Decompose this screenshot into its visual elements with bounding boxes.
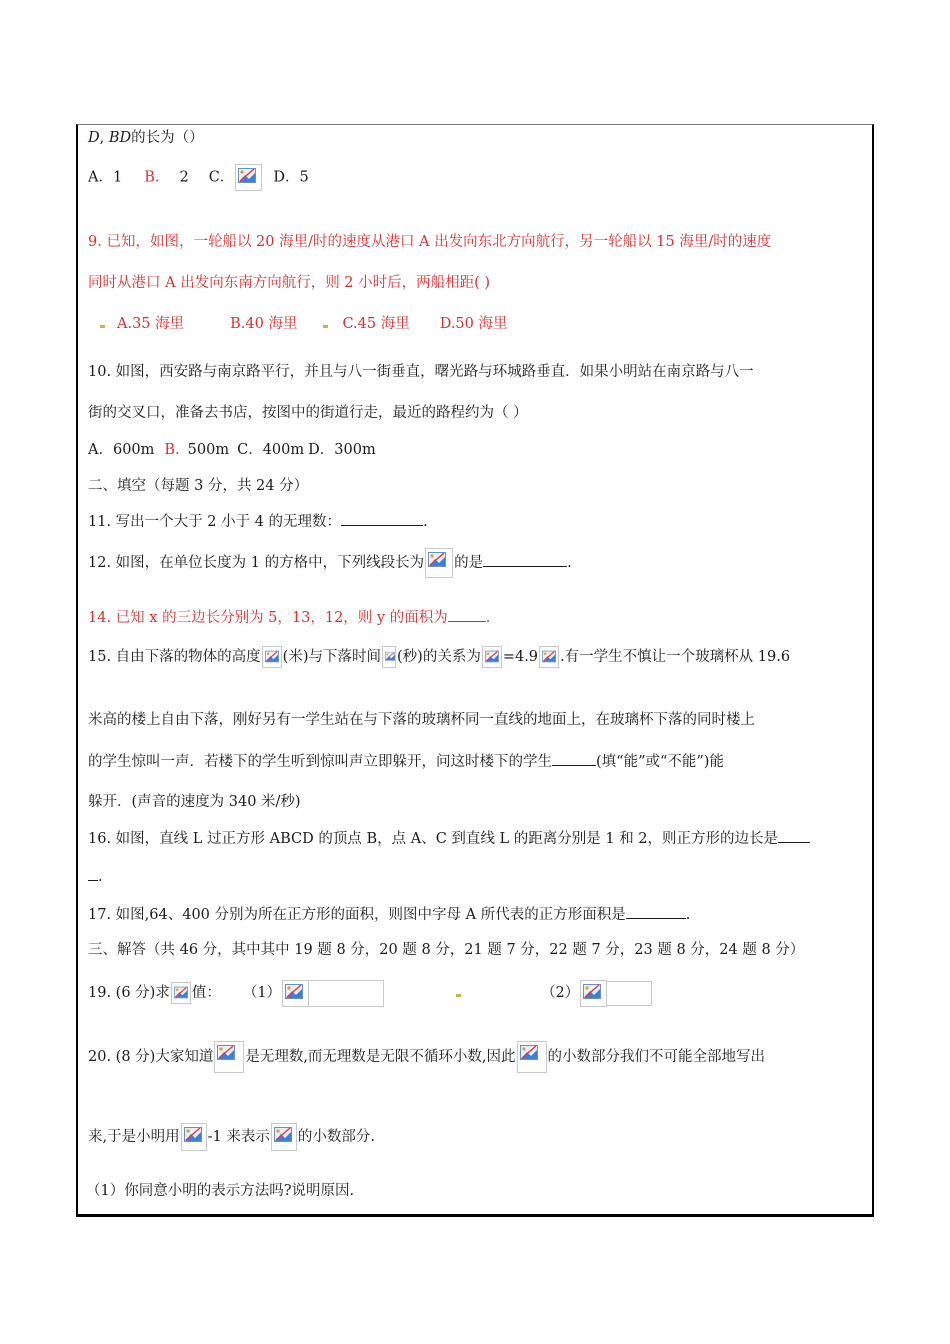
q15-line-2: 米高的楼上自由下落，刚好另有一学生站在与下落的玻璃杯同一直线的地面上，在玻璃杯下落的同时楼上 [88, 712, 755, 728]
q8-options [88, 164, 309, 191]
q10-option-d: D．300m [308, 442, 376, 458]
marker-icon [456, 994, 461, 997]
q9-option-d: D.50 海里 [439, 316, 508, 332]
q14-text: 14. 已知 x 的三边长分别为 5，13，12，则 y 的面积为 [88, 610, 448, 626]
q15-part-5: .有一学生不慎让一个玻璃杯从 19.6 [560, 649, 791, 665]
formula-image-icon [382, 646, 396, 668]
q9-option-c: C.45 海里 [342, 316, 410, 332]
q10-line-2: 街的交叉口，准备去书店，按图中的街道行走，最近的路程约为（ ） [88, 405, 528, 421]
q11 [88, 511, 428, 532]
q8-option-b-value: 2 [179, 169, 189, 186]
formula-image-icon [271, 1123, 297, 1151]
q20-line-2 [88, 1122, 375, 1152]
q14 [88, 607, 490, 628]
q15-line-3b: (填“能”或“不能”)能 [596, 754, 724, 770]
section-2-heading: 二、填空（每题 3 分，共 24 分） [88, 478, 309, 494]
q10-option-b-letter: B. [164, 442, 180, 458]
q20-line-2c: 的小数部分. [297, 1129, 375, 1145]
q15-part-1: 15. 自由下落的物体的高度 [88, 649, 261, 665]
q10-options [88, 440, 376, 460]
q14-answer-blank [448, 607, 486, 622]
formula-image-icon [282, 980, 309, 1007]
q11-answer-blank [341, 511, 423, 526]
q15-answer-blank [552, 751, 596, 766]
formula-image-icon [171, 982, 191, 1004]
formula-image-icon [580, 980, 607, 1007]
q16-line-1 [88, 828, 810, 849]
q16-answer-blank [778, 828, 810, 843]
q16-end: . [98, 869, 103, 885]
q19-part-2: 值： [191, 985, 221, 1001]
q11-end: . [423, 514, 428, 530]
q17-answer-blank [626, 904, 686, 919]
q10-line-1: 10. 如图，西安路与南京路平行，并且与八一街垂直，曙光路与环城路垂直．如果小明站在南京路与八一 [88, 364, 754, 380]
formula-image-icon [262, 646, 282, 668]
q12-text: 12. 如图，在单位长度为 1 的方格中，下列线段长为 [88, 555, 425, 571]
marker-icon [323, 325, 328, 328]
q20-line-2a: 来,于是小明用 [88, 1129, 180, 1145]
q19-sub-1-label: （1） [242, 985, 282, 1001]
q8-stem-tail: 的长为（） [131, 130, 204, 146]
q8-var-bd: BD [108, 130, 132, 146]
q15-line-3 [88, 751, 724, 772]
q8-option-c: C． [208, 169, 235, 186]
q9-option-a: A.35 海里 [117, 316, 185, 332]
marker-icon [100, 325, 105, 328]
q20-part-1: 20. (8 分)大家知道 [88, 1049, 214, 1065]
q12-end: . [567, 555, 572, 571]
q8-option-b-letter: B. [144, 169, 160, 186]
q9-option-b: B.40 海里 [230, 316, 298, 332]
q20-line-2b: -1 来表示 [207, 1129, 270, 1145]
formula-image-icon [214, 1041, 244, 1073]
q16-line-2 [88, 866, 103, 887]
q15-part-4: =4.9 [502, 649, 539, 665]
q15-part-2: (米)与下落时间 [282, 649, 381, 665]
q9-options [100, 314, 508, 334]
formula-image-icon [517, 1041, 547, 1073]
q9-line-1: 9. 已知，如图，一轮船以 20 海里/时的速度从港口 A 出发向东北方向航行，另一轮船以 15 海里/时的速度 [88, 234, 772, 250]
formula-box [308, 980, 384, 1007]
formula-image-icon [235, 164, 262, 191]
q17-end: . [685, 907, 691, 923]
q16-text: 16. 如图，直线 L 过正方形 ABCD 的顶点 B，点 A、C 到直线 L 的距离分别是 1 和 2，则正方形的边长是 [88, 831, 779, 847]
formula-image-icon [482, 646, 502, 668]
q10-option-a: A．600m [88, 442, 155, 458]
q9-line-2: 同时从港口 A 出发向东南方向航行，则 2 小时后，两船相距( ) [88, 275, 491, 291]
q8-stem [88, 128, 204, 148]
q20-part-3: 的小数部分我们不可能全部地写出 [547, 1049, 766, 1065]
q14-end: . [485, 610, 491, 626]
q10-option-c: C．400m [237, 442, 305, 458]
q15-line-4: 躲开．(声音的速度为 340 米/秒) [88, 794, 301, 810]
q15-part-3: (秒)的关系为 [397, 649, 481, 665]
q19-sub-2-label: （2） [541, 985, 580, 1001]
formula-image-icon [425, 548, 453, 578]
q17-text: 17. 如图,64、400 分别为所在正方形的面积，则图中字母 A 所代表的正方形面积是 [88, 907, 626, 923]
q20-part-2: 是无理数,而无理数是无限不循环小数,因此 [245, 1049, 516, 1065]
q8-sep: , [99, 130, 109, 146]
formula-image-icon [181, 1123, 207, 1151]
q8-option-a: A．1 [88, 169, 123, 186]
formula-image-icon [539, 646, 559, 668]
q20-line-1 [88, 1040, 765, 1074]
formula-box [606, 981, 652, 1006]
q8-option-d: D．5 [273, 169, 309, 186]
q17 [88, 904, 690, 925]
section-3-heading: 三、解答（共 46 分，其中其中 19 题 8 分，20 题 8 分，21 题 7 分，22 题 7 分，23 题 8 分，24 题 8 分） [88, 942, 805, 958]
q20-sub-1: （1）你同意小明的表示方法吗?说明原因. [86, 1183, 355, 1199]
q19 [88, 978, 652, 1008]
q15-line-3a: 的学生惊叫一声．若楼下的学生听到惊叫声立即躲开，问这时楼下的学生 [88, 754, 552, 770]
q11-text: 11. 写出一个大于 2 小于 4 的无理数： [88, 514, 342, 530]
q12-mid: 的是 [454, 555, 484, 571]
q15-line-1 [88, 642, 790, 672]
q10-option-b-value: 500m [187, 442, 230, 458]
q12-answer-blank [483, 552, 567, 567]
q16-answer-blank-cont [88, 866, 98, 881]
q19-part-1: 19. (6 分)求 [88, 985, 170, 1001]
q12 [88, 548, 572, 578]
q8-var-d: D [88, 130, 100, 146]
